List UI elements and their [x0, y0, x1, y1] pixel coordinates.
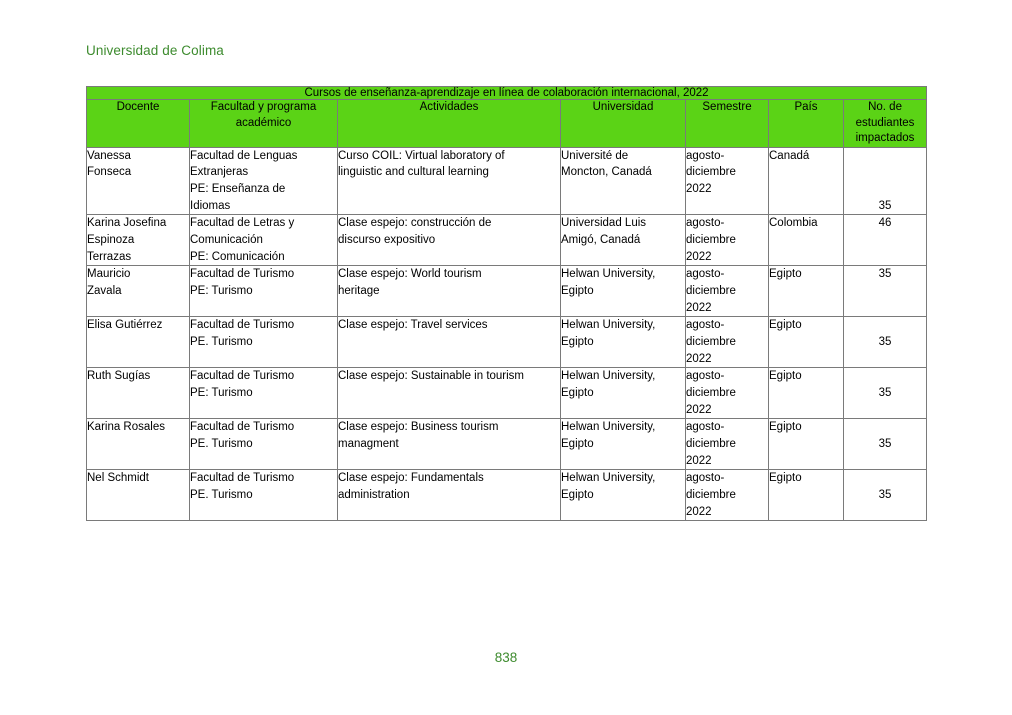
- cell-semestre-line: agosto-: [686, 370, 725, 383]
- cell-semestre-line: agosto-: [686, 319, 725, 332]
- cell-actividades-line: managment: [338, 437, 399, 450]
- column-header-semestre: Semestre: [686, 100, 769, 148]
- column-header-actividades: Actividades: [338, 100, 561, 148]
- cell-actividades: [338, 215, 561, 266]
- cell-universidad: [561, 470, 686, 521]
- cell-pais: Canadá: [769, 147, 844, 215]
- cell-estudiantes: 35: [844, 266, 927, 317]
- cell-semestre: [686, 470, 769, 521]
- cell-universidad: [561, 266, 686, 317]
- cell-actividades-line: Clase espejo: Fundamentals: [338, 472, 484, 485]
- cell-universidad-line: Egipto: [561, 386, 594, 399]
- page-title: Universidad de Colima: [86, 43, 224, 58]
- cell-facultad-line: PE. Turismo: [190, 335, 253, 348]
- cell-actividades: [338, 470, 561, 521]
- cell-facultad-line: Facultad de Letras y: [190, 217, 295, 230]
- cell-docente: [87, 368, 190, 419]
- cell-semestre-line: diciembre: [686, 233, 736, 246]
- table-row: [87, 147, 927, 215]
- cell-universidad-line: Egipto: [561, 488, 594, 501]
- cell-pais: Egipto: [769, 419, 844, 470]
- cell-docente-line: Terrazas: [87, 250, 132, 263]
- cell-universidad-line: Egipto: [561, 437, 594, 450]
- cell-semestre-line: 2022: [686, 250, 712, 263]
- page-number: 838: [494, 650, 518, 665]
- cell-semestre: [686, 266, 769, 317]
- cell-facultad-line: Extranjeras: [190, 166, 249, 179]
- cell-docente-line: Karina Rosales: [87, 421, 165, 434]
- cell-semestre-line: 2022: [686, 454, 712, 467]
- cell-universidad-line: Helwan University,: [561, 319, 656, 332]
- cell-semestre-line: 2022: [686, 505, 712, 518]
- cell-facultad: [190, 368, 338, 419]
- cell-universidad-line: Egipto: [561, 335, 594, 348]
- cell-docente-line: Nel Schmidt: [87, 472, 149, 485]
- cell-pais: Egipto: [769, 266, 844, 317]
- cell-actividades-line: administration: [338, 488, 410, 501]
- cell-actividades: [338, 266, 561, 317]
- cell-pais: Egipto: [769, 368, 844, 419]
- cell-facultad: [190, 215, 338, 266]
- table-row: [87, 266, 927, 317]
- cell-facultad: [190, 147, 338, 215]
- cell-docente: [87, 470, 190, 521]
- cell-actividades-line: Clase espejo: Business tourism: [338, 421, 499, 434]
- cell-actividades-line: heritage: [338, 284, 380, 297]
- cell-facultad-line: Facultad de Turismo: [190, 370, 295, 383]
- cell-semestre-line: 2022: [686, 301, 712, 314]
- cell-semestre-line: agosto-: [686, 421, 725, 434]
- cell-actividades: [338, 317, 561, 368]
- cell-actividades-line: discurso expositivo: [338, 233, 436, 246]
- cell-semestre: [686, 419, 769, 470]
- cell-facultad: [190, 470, 338, 521]
- cell-facultad-line: Facultad de Turismo: [190, 319, 295, 332]
- cell-universidad: [561, 215, 686, 266]
- cell-semestre-line: diciembre: [686, 284, 736, 297]
- cell-universidad: [561, 147, 686, 215]
- cell-facultad: [190, 317, 338, 368]
- cell-universidad-line: Université de: [561, 149, 629, 162]
- table-header-row: [87, 100, 927, 148]
- cell-docente-line: Fonseca: [87, 166, 132, 179]
- column-header-pais: País: [769, 100, 844, 148]
- cell-semestre-line: diciembre: [686, 335, 736, 348]
- cell-semestre-line: diciembre: [686, 437, 736, 450]
- cell-docente-line: Zavala: [87, 284, 122, 297]
- cell-universidad-line: Universidad Luis: [561, 217, 647, 230]
- table-caption-row: [87, 87, 927, 100]
- cell-facultad-line: Facultad de Turismo: [190, 268, 295, 281]
- cell-semestre-line: agosto-: [686, 472, 725, 485]
- cell-semestre-line: agosto-: [686, 149, 725, 162]
- column-header-estudiantes: No. de estudiantes impactados: [844, 100, 927, 148]
- cell-facultad: [190, 419, 338, 470]
- cell-docente-line: Mauricio: [87, 268, 131, 281]
- table-caption: Cursos de enseñanza-aprendizaje en línea de colaboración internacional, 2022: [87, 87, 927, 100]
- cell-facultad-line: Comunicación: [190, 233, 263, 246]
- cell-facultad-line: PE: Comunicación: [190, 250, 285, 263]
- cell-pais: Egipto: [769, 317, 844, 368]
- cell-universidad-line: Helwan University,: [561, 268, 656, 281]
- cell-docente-line: Ruth Sugías: [87, 370, 151, 383]
- cell-universidad-line: Moncton, Canadá: [561, 166, 652, 179]
- cell-semestre: [686, 317, 769, 368]
- cell-actividades-line: Clase espejo: Travel services: [338, 319, 488, 332]
- cell-pais: Colombia: [769, 215, 844, 266]
- cell-facultad-line: Facultad de Turismo: [190, 472, 295, 485]
- cell-universidad: [561, 317, 686, 368]
- cell-semestre: [686, 215, 769, 266]
- cell-universidad-line: Helwan University,: [561, 421, 656, 434]
- cell-estudiantes: 35: [844, 368, 927, 419]
- cell-semestre-line: diciembre: [686, 166, 736, 179]
- cell-universidad-line: Helwan University,: [561, 472, 656, 485]
- cell-universidad-line: Egipto: [561, 284, 594, 297]
- cell-pais: Egipto: [769, 470, 844, 521]
- cell-semestre: [686, 368, 769, 419]
- column-header-docente: Docente: [87, 100, 190, 148]
- cell-facultad-line: PE. Turismo: [190, 488, 253, 501]
- cell-docente-line: Elisa Gutiérrez: [87, 319, 163, 332]
- table-container: [86, 86, 926, 521]
- cell-universidad: [561, 419, 686, 470]
- cell-estudiantes: 35: [844, 147, 927, 215]
- cell-semestre-line: agosto-: [686, 268, 725, 281]
- cell-docente: [87, 147, 190, 215]
- cell-facultad-line: PE: Turismo: [190, 284, 253, 297]
- table-row: [87, 215, 927, 266]
- cell-semestre-line: diciembre: [686, 386, 736, 399]
- cell-semestre: [686, 147, 769, 215]
- cell-actividades-line: linguistic and cultural learning: [338, 166, 489, 179]
- table-row: [87, 419, 927, 470]
- cell-estudiantes: 46: [844, 215, 927, 266]
- cell-universidad-line: Amigó, Canadá: [561, 233, 641, 246]
- cell-semestre-line: agosto-: [686, 217, 725, 230]
- cell-actividades-line: Clase espejo: World tourism: [338, 268, 482, 281]
- cell-docente: [87, 317, 190, 368]
- table-row: [87, 470, 927, 521]
- cell-docente-line: Vanessa: [87, 149, 131, 162]
- cell-semestre-line: 2022: [686, 182, 712, 195]
- cell-facultad-line: PE: Turismo: [190, 386, 253, 399]
- courses-table: [86, 86, 927, 521]
- cell-docente: [87, 215, 190, 266]
- cell-docente-line: Karina Josefina: [87, 217, 167, 230]
- cell-docente: [87, 266, 190, 317]
- cell-estudiantes: 35: [844, 419, 927, 470]
- cell-facultad-line: PE: Enseñanza de: [190, 182, 286, 195]
- cell-facultad: [190, 266, 338, 317]
- cell-actividades-line: Clase espejo: construcción de: [338, 217, 492, 230]
- table-row: [87, 317, 927, 368]
- cell-facultad-line: PE. Turismo: [190, 437, 253, 450]
- cell-docente: [87, 419, 190, 470]
- cell-universidad: [561, 368, 686, 419]
- cell-docente-line: Espinoza: [87, 233, 135, 246]
- table-row: [87, 368, 927, 419]
- table-body: [87, 147, 927, 521]
- column-header-facultad: Facultad y programa académico: [190, 100, 338, 148]
- cell-facultad-line: Facultad de Turismo: [190, 421, 295, 434]
- cell-estudiantes: 35: [844, 470, 927, 521]
- cell-actividades-line: Curso COIL: Virtual laboratory of: [338, 149, 505, 162]
- column-header-universidad: Universidad: [561, 100, 686, 148]
- cell-actividades-line: Clase espejo: Sustainable in tourism: [338, 370, 525, 383]
- cell-actividades: [338, 368, 561, 419]
- cell-actividades: [338, 147, 561, 215]
- cell-semestre-line: 2022: [686, 403, 712, 416]
- cell-facultad-line: Idiomas: [190, 199, 231, 212]
- cell-estudiantes: 35: [844, 317, 927, 368]
- cell-actividades: [338, 419, 561, 470]
- cell-facultad-line: Facultad de Lenguas: [190, 149, 298, 162]
- cell-universidad-line: Helwan University,: [561, 370, 656, 383]
- cell-semestre-line: 2022: [686, 352, 712, 365]
- cell-semestre-line: diciembre: [686, 488, 736, 501]
